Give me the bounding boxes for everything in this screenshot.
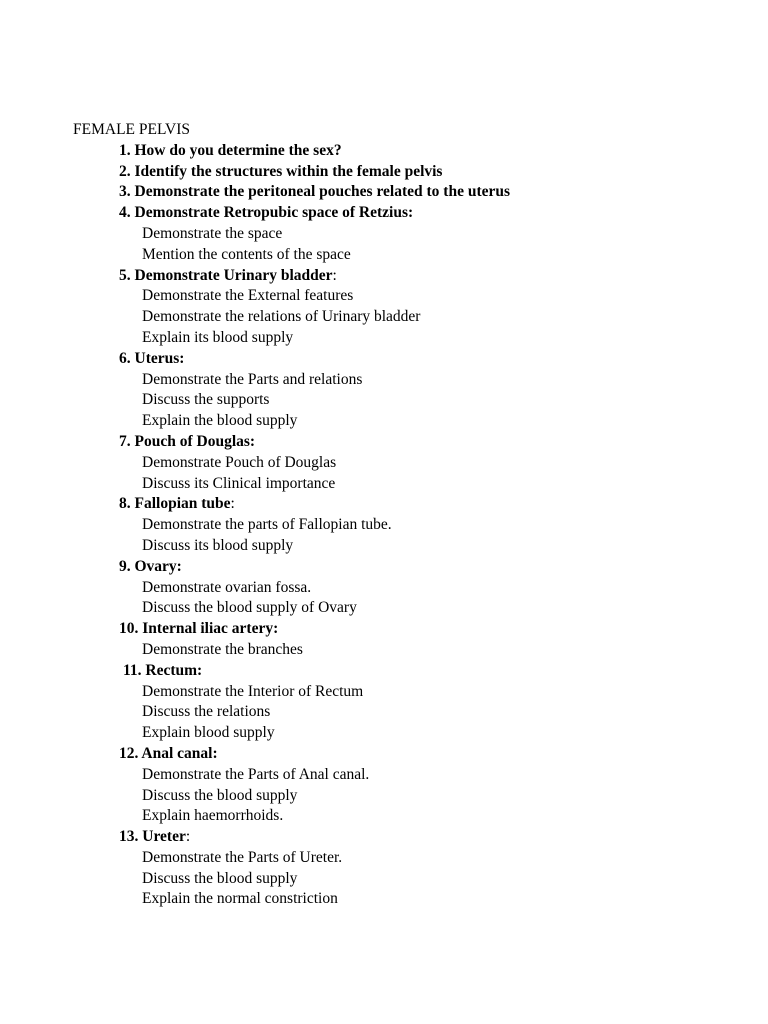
section-item: Demonstrate Pouch of Douglas: [142, 453, 337, 471]
section-item: Discuss the blood supply of Ovary: [142, 599, 357, 617]
section-heading-text: 13. Ureter: [119, 828, 186, 846]
section-heading: [0, 661, 768, 682]
section-heading: [0, 162, 768, 183]
section-heading-text: 11. Rectum:: [123, 661, 203, 679]
section-heading-text: 5. Demonstrate Urinary bladder: [119, 266, 333, 284]
section-heading: [0, 266, 768, 287]
section-item: Explain its blood supply: [142, 328, 294, 346]
section-heading-text: 6. Uterus:: [119, 349, 185, 367]
section-item: Explain the blood supply: [142, 412, 298, 430]
section-heading: [0, 827, 768, 848]
section-item: Demonstrate ovarian fossa.: [142, 578, 312, 596]
section-heading-text: 9. Ovary:: [119, 557, 182, 575]
section-item: Discuss the relations: [142, 703, 271, 721]
section-heading: [0, 141, 768, 162]
section-heading-text: 4. Demonstrate Retropubic space of Retzius:: [119, 204, 414, 222]
section-item: Discuss the supports: [142, 391, 270, 409]
section-item: Demonstrate the External features: [142, 287, 354, 305]
section-heading-text: 1. How do you determine the sex?: [119, 141, 342, 159]
section-heading-suffix: :: [332, 266, 337, 284]
section-heading-text: 10. Internal iliac artery:: [119, 620, 279, 638]
section-heading-text: 12. Anal canal:: [119, 744, 218, 762]
section-heading: [0, 182, 768, 203]
section-item: Demonstrate the space: [142, 224, 283, 242]
section-list: [0, 141, 768, 910]
section-item: Explain haemorrhoids.: [142, 807, 284, 825]
section-item: Discuss the blood supply: [142, 786, 298, 804]
page-title: FEMALE PELVIS: [73, 121, 190, 138]
section-item: Discuss the blood supply: [142, 869, 298, 887]
section-item: Demonstrate the Parts of Ureter.: [142, 848, 343, 866]
section-heading: [0, 203, 768, 224]
section-item: Discuss its blood supply: [142, 536, 294, 554]
section-item: Demonstrate the relations of Urinary bladder: [142, 308, 421, 326]
section-heading-suffix: :: [185, 828, 191, 846]
section-heading: [0, 432, 768, 453]
section-heading: [0, 744, 768, 765]
section-item: Demonstrate the Interior of Rectum: [142, 682, 364, 700]
section-heading-text: 8. Fallopian tube: [119, 495, 231, 513]
section-item: Demonstrate the Parts and relations: [142, 370, 363, 388]
section-item: Demonstrate the parts of Fallopian tube.: [142, 516, 392, 534]
section-item: Mention the contents of the space: [142, 245, 351, 263]
section-heading: [0, 349, 768, 370]
section-heading-text: 7. Pouch of Douglas:: [119, 432, 256, 450]
section-item: Demonstrate the branches: [142, 640, 303, 658]
section-heading: [0, 557, 768, 578]
section-item: Explain blood supply: [142, 724, 275, 742]
section-heading-text: 3. Demonstrate the peritoneal pouches related to the uterus: [119, 183, 511, 201]
section-heading-suffix: :: [230, 495, 235, 513]
section-heading: [0, 619, 768, 640]
section-item: Demonstrate the Parts of Anal canal.: [142, 765, 370, 783]
section-heading-text: 2. Identify the structures within the female pelvis: [119, 162, 443, 180]
section-item: Discuss its Clinical importance: [142, 474, 336, 492]
section-heading: [0, 494, 768, 515]
section-item: Explain the normal constriction: [142, 890, 338, 908]
